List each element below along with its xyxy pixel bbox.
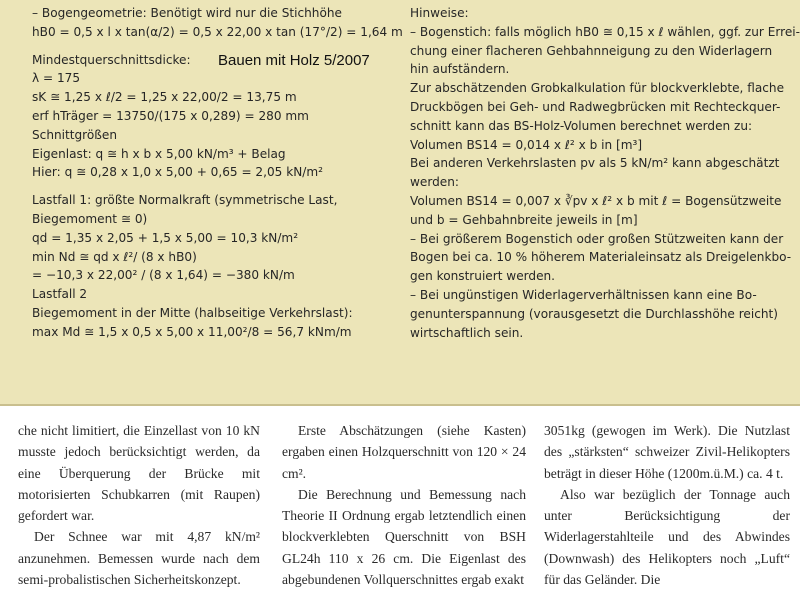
article-paragraph: Der Schnee war mit 4,87 kN/m² anzunehmen. Bemessen wurde nach dem semi-probalistischen Sicherheitskonzept.: [18, 529, 260, 588]
info-box-line: – Bogenstich: falls möglich hB0 ≅ 0,15 x ℓ wählen, ggf. zur Errei-: [410, 24, 800, 39]
info-box-line: max Md ≅ 1,5 x 0,5 x 5,00 x 11,00²/8 = 56,7 kNm/m: [32, 324, 352, 339]
info-box-line: sK ≅ 1,25 x ℓ/2 = 1,25 x 22,00/2 = 13,75 m: [32, 90, 297, 105]
info-box-line: erf hTräger = 13750/(175 x 0,289) = 280 mm: [32, 108, 309, 123]
info-box-line: genunterspannung (vorausgesetzt die Durchlasshöhe reicht): [410, 306, 778, 321]
info-box-line: qd = 1,35 x 2,05 + 1,5 x 5,00 = 10,3 kN/m²: [32, 230, 299, 245]
info-box-line: – Bei größerem Bogenstich oder großen Stützweiten kann der: [410, 231, 784, 246]
info-box-line: und b = Gehbahnbreite jeweils in [m]: [410, 212, 638, 227]
info-box-line: hB0 = 0,5 x l x tan(α/2) = 0,5 x 22,00 x tan (17°/2) = 1,64 m: [32, 24, 403, 39]
spacer: [32, 182, 392, 191]
info-box-line: chung einer flacheren Gehbahnneigung zu den Widerlagern: [410, 43, 773, 58]
article-paragraph: Also war bezüglich der Tonnage auch unter Berücksichtigung der Widerlagerstahlteile und des Abwindes (Downwash) des Helikopters noch „Luft“ für das Geländer. Die: [544, 486, 790, 588]
info-box-line: wirtschaftlich sein.: [410, 325, 524, 340]
info-box-line: werden:: [410, 175, 459, 190]
info-box-line: Hier: q ≅ 0,28 x 1,0 x 5,00 + 0,65 = 2,05 kN/m²: [32, 165, 323, 180]
info-box-line: Hinweise:: [410, 6, 469, 20]
info-box-line: schnitt kann das BS-Holz-Volumen berechnet werden zu:: [410, 118, 753, 133]
info-box-line: Bogen bei ca. 10 % höherem Materialeinsatz als Dreigelenkbo-: [410, 250, 792, 265]
info-box-line: min Nd ≅ qd x ℓ²/ (8 x hB0): [32, 249, 197, 264]
info-box-line: gen konstruiert werden.: [410, 269, 556, 284]
info-box-line: Druckbögen bei Geh- und Radwegbrücken mit Rechteckquer-: [410, 99, 781, 114]
info-box-line: Bei anderen Verkehrslasten pv als 5 kN/m² kann abgeschätzt: [410, 156, 780, 171]
article-column-2: [282, 420, 526, 590]
info-box-right-column: [410, 4, 800, 342]
article-column-1: [18, 420, 260, 590]
article-paragraph: Erste Abschätzungen (siehe Kasten) ergaben einen Holzquerschnitt von 120 × 24 cm².: [282, 423, 526, 481]
info-box-line: Mindestquerschnittsdicke:: [32, 52, 191, 67]
info-box-line: – Bogengeometrie: Benötigt wird nur die Stichhöhe: [32, 6, 342, 20]
info-box-line: Eigenlast: q ≅ h x b x 5,00 kN/m³ + Belag: [32, 146, 286, 161]
info-box-line: λ = 175: [32, 71, 81, 86]
info-box-line: hin aufständern.: [410, 62, 510, 77]
info-box-line: Schnittgrößen: [32, 127, 118, 142]
info-box-line: Biegemoment in der Mitte (halbseitige Verkehrslast):: [32, 305, 353, 320]
info-box-line: Volumen BS14 = 0,014 x ℓ² x b in [m³]: [410, 137, 643, 152]
info-box-line: Lastfall 1: größte Normalkraft (symmetrische Last,: [32, 193, 338, 208]
overlay-source-title: Bauen mit Holz 5/2007: [215, 52, 373, 69]
article-paragraph: 3051kg (gewogen im Werk). Die Nutzlast des „stärksten“ schweizer Zivil-Helikopters beträgt in dieser Höhe (1200m.ü.M.) ca. 4 t.: [544, 423, 790, 481]
article-paragraph: Die Berechnung und Bemessung nach Theorie II Ordnung ergab letztendlich einen blockverklebten Querschnitt von BSH GL24h 110 x 26 cm. Die Eigenlast des abgebundenen Vollquerschnittes ergab exakt: [282, 486, 526, 588]
article-paragraph: che nicht limitiert, die Einzellast von 10 kN musste jedoch berücksichtigt werden, da eine Überquerung der Brücke mit motorisierten Schubkarren (mit Raupen) gefordert war.: [18, 423, 260, 524]
info-box-line: Lastfall 2: [32, 287, 88, 302]
spacer: [32, 42, 392, 51]
info-box-line: Zur abschätzenden Grobkalkulation für blockverklebte, flache: [410, 81, 785, 96]
info-box-line: – Bei ungünstigen Widerlagerverhältnissen kann eine Bo-: [410, 287, 757, 302]
info-box-line: Biegemoment ≅ 0): [32, 211, 148, 226]
article-column-3: [544, 420, 790, 590]
info-box-line: Volumen BS14 = 0,007 x ∛pv x ℓ² x b mit ℓ = Bogensützweite: [410, 193, 782, 208]
info-box-line: = −10,3 x 22,00² / (8 x 1,64) = −380 kN/m: [32, 268, 295, 283]
